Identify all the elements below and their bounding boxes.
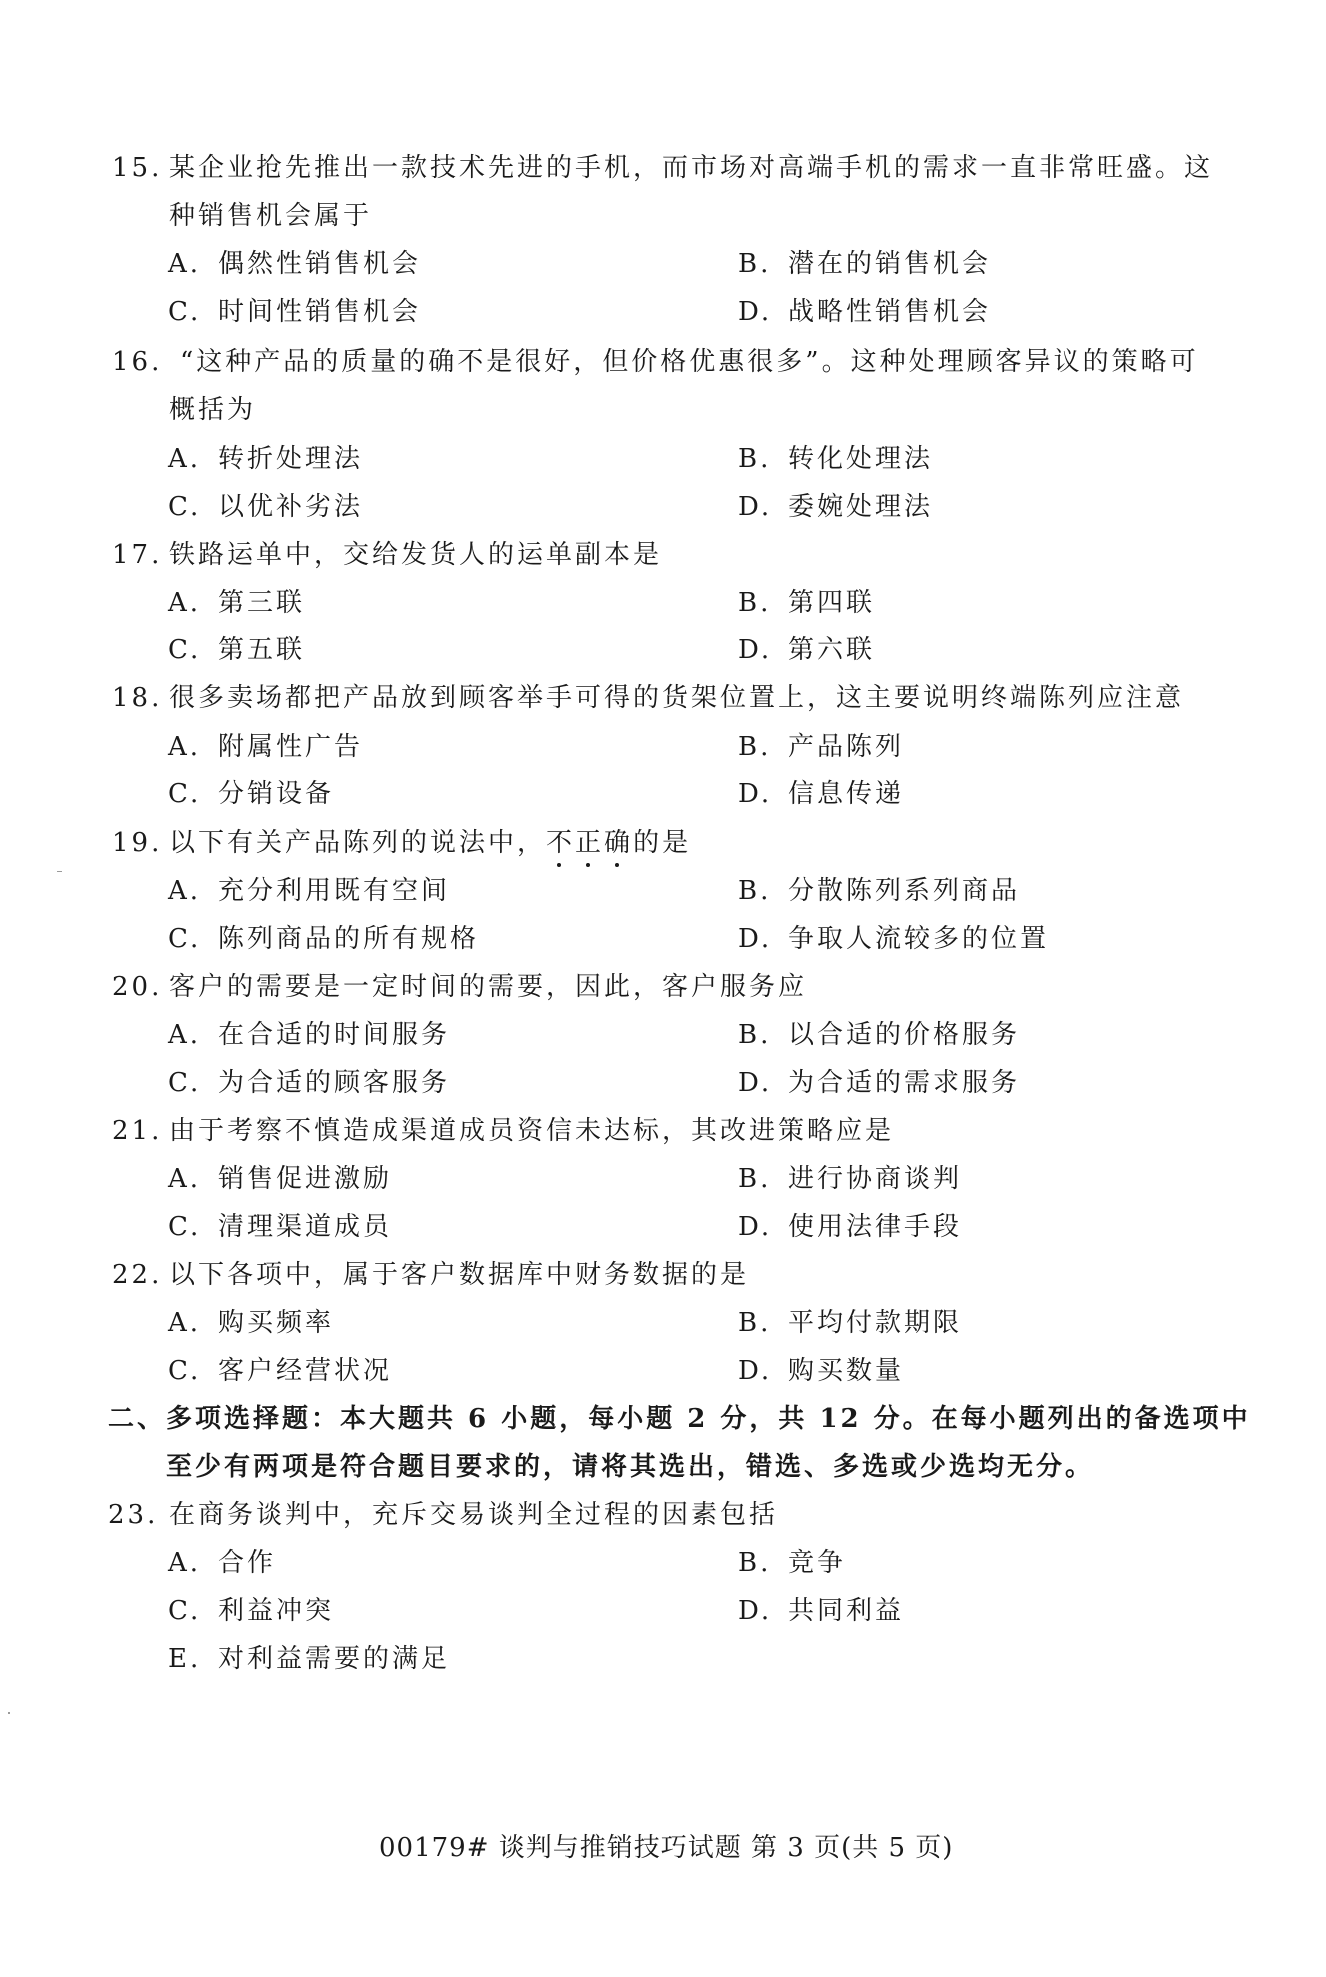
option-row (0, 1639, 1326, 1679)
question-text-suffix: 的是 (633, 828, 692, 858)
option-text: 第三联 (218, 588, 306, 618)
question-number: 17. (112, 540, 163, 570)
option-row (0, 1063, 1326, 1103)
scan-artifact (57, 871, 62, 872)
question-text: 在商务谈判中，充斥交易谈判全过程的因素包括 (169, 1500, 779, 1530)
question-text: 客户的需要是一定时间的需要，因此，客户服务应 (169, 972, 808, 1002)
option-row (0, 1015, 1326, 1055)
option-text: 进行协商谈判 (788, 1164, 963, 1194)
option-letter: D. (738, 779, 773, 809)
option-text: 购买频率 (218, 1308, 335, 1338)
option-text: 产品陈列 (788, 732, 905, 762)
option-letter: A. (168, 732, 202, 762)
option-text: 为合适的顾客服务 (218, 1068, 451, 1098)
emphasis-char: 不 (546, 823, 575, 863)
option-letter: C. (168, 492, 202, 522)
option-text: 销售促进激励 (218, 1164, 393, 1194)
section-number: 二、 (108, 1404, 167, 1434)
option-text: 附属性广告 (218, 732, 364, 762)
option-text: 充分利用既有空间 (218, 876, 451, 906)
option-text: 在合适的时间服务 (218, 1020, 451, 1050)
option-text: 客户经营状况 (218, 1356, 393, 1386)
option-text: 转化处理法 (788, 444, 934, 474)
option-letter: E. (168, 1644, 202, 1674)
option-row (0, 1591, 1326, 1631)
option-row (0, 774, 1326, 814)
option-letter: A. (168, 1548, 202, 1578)
question-text: 以下各项中，属于客户数据库中财务数据的是 (169, 1260, 750, 1290)
option-text: 潜在的销售机会 (788, 249, 992, 279)
option-row (0, 871, 1326, 911)
option-letter: C. (168, 635, 202, 665)
option-letter: D. (738, 924, 773, 954)
question-number: 19. (112, 828, 163, 858)
option-text: 转折处理法 (218, 444, 364, 474)
option-letter: C. (168, 297, 202, 327)
option-letter: B. (738, 249, 772, 279)
option-text: 使用法律手段 (788, 1212, 963, 1242)
question-number: 21. (112, 1116, 163, 1146)
option-text: 竞争 (788, 1548, 847, 1578)
option-text: 委婉处理法 (788, 492, 934, 522)
section-instructions: 多项选择题：本大题共 6 小题，每小题 2 分，共 12 分。在每小题列出的备选项中 (166, 1404, 1251, 1434)
option-letter: D. (738, 1356, 773, 1386)
question-number: 18. (112, 683, 163, 713)
option-row (0, 583, 1326, 623)
option-text: 以合适的价格服务 (788, 1020, 1021, 1050)
option-letter: D. (738, 1068, 773, 1098)
option-letter: C. (168, 1356, 202, 1386)
question-text-prefix: 以下有关产品陈列的说法中， (169, 828, 547, 858)
option-text: 第六联 (788, 635, 876, 665)
question-text: 很多卖场都把产品放到顾客举手可得的货架位置上，这主要说明终端陈列应注意 (169, 683, 1185, 713)
option-letter: B. (738, 1308, 772, 1338)
option-letter: B. (738, 1548, 772, 1578)
option-letter: D. (738, 635, 773, 665)
option-text: 购买数量 (788, 1356, 905, 1386)
option-letter: D. (738, 297, 773, 327)
question-number: 20. (112, 972, 163, 1002)
question-text: “这种产品的质量的确不是很好，但价格优惠很多”。这种处理顾客异议的策略可 (180, 347, 1199, 377)
option-text: 对利益需要的满足 (218, 1644, 451, 1674)
option-letter: B. (738, 444, 772, 474)
option-row (0, 439, 1326, 479)
option-row (0, 244, 1326, 284)
option-letter: D. (738, 1596, 773, 1626)
option-letter: B. (738, 1164, 772, 1194)
section-instructions-continued: 至少有两项是符合题目要求的，请将其选出，错选、多选或少选均无分。 (166, 1452, 1095, 1482)
option-letter: A. (168, 444, 202, 474)
option-letter: A. (168, 588, 202, 618)
option-letter: D. (738, 492, 773, 522)
question-text-continued: 种销售机会属于 (169, 201, 373, 231)
option-letter: A. (168, 1164, 202, 1194)
option-letter: A. (168, 1020, 202, 1050)
option-letter: A. (168, 876, 202, 906)
option-text: 利益冲突 (218, 1596, 335, 1626)
option-text: 合作 (218, 1548, 277, 1578)
option-row (0, 1543, 1326, 1583)
emphasis-char: 确 (604, 823, 633, 863)
option-text: 清理渠道成员 (218, 1212, 393, 1242)
option-text: 第四联 (788, 588, 876, 618)
option-row (0, 292, 1326, 332)
option-row (0, 919, 1326, 959)
emphasis-char: 正 (575, 823, 604, 863)
option-text: 为合适的需求服务 (788, 1068, 1021, 1098)
option-text: 第五联 (218, 635, 306, 665)
option-row (0, 487, 1326, 527)
option-row (0, 1303, 1326, 1343)
option-row (0, 727, 1326, 767)
option-text: 共同利益 (788, 1596, 905, 1626)
question-text: 某企业抢先推出一款技术先进的手机，而市场对高端手机的需求一直非常旺盛。这 (169, 153, 1214, 183)
option-text: 偶然性销售机会 (218, 249, 422, 279)
option-text: 以优补劣法 (218, 492, 364, 522)
option-letter: C. (168, 1068, 202, 1098)
question-text: 铁路运单中，交给发货人的运单副本是 (169, 540, 663, 570)
question-text-continued: 概括为 (169, 395, 257, 425)
option-letter: B. (738, 876, 772, 906)
option-row (0, 630, 1326, 670)
scan-artifact (8, 1712, 10, 1714)
option-letter: C. (168, 924, 202, 954)
question-number: 16. (112, 347, 163, 377)
option-letter: B. (738, 732, 772, 762)
option-row (0, 1207, 1326, 1247)
option-text: 平均付款期限 (788, 1308, 963, 1338)
option-text: 争取人流较多的位置 (788, 924, 1050, 954)
question-number: 22. (112, 1260, 163, 1290)
question-text: 由于考察不慎造成渠道成员资信未达标，其改进策略应是 (169, 1116, 895, 1146)
option-letter: A. (168, 249, 202, 279)
option-letter: C. (168, 1212, 202, 1242)
option-row (0, 1351, 1326, 1391)
option-letter: B. (738, 588, 772, 618)
option-letter: C. (168, 1596, 202, 1626)
option-letter: B. (738, 1020, 772, 1050)
option-text: 分散陈列系列商品 (788, 876, 1021, 906)
question-number: 15. (112, 153, 163, 183)
option-text: 时间性销售机会 (218, 297, 422, 327)
question-number: 23. (108, 1500, 159, 1530)
page-footer: 00179# 谈判与推销技巧试题 第 3 页(共 5 页) (379, 1833, 954, 1863)
option-text: 陈列商品的所有规格 (218, 924, 480, 954)
option-letter: D. (738, 1212, 773, 1242)
option-text: 战略性销售机会 (788, 297, 992, 327)
option-letter: C. (168, 779, 202, 809)
option-text: 分销设备 (218, 779, 335, 809)
option-row (0, 1159, 1326, 1199)
question-text (169, 823, 691, 863)
option-letter: A. (168, 1308, 202, 1338)
option-text: 信息传递 (788, 779, 905, 809)
